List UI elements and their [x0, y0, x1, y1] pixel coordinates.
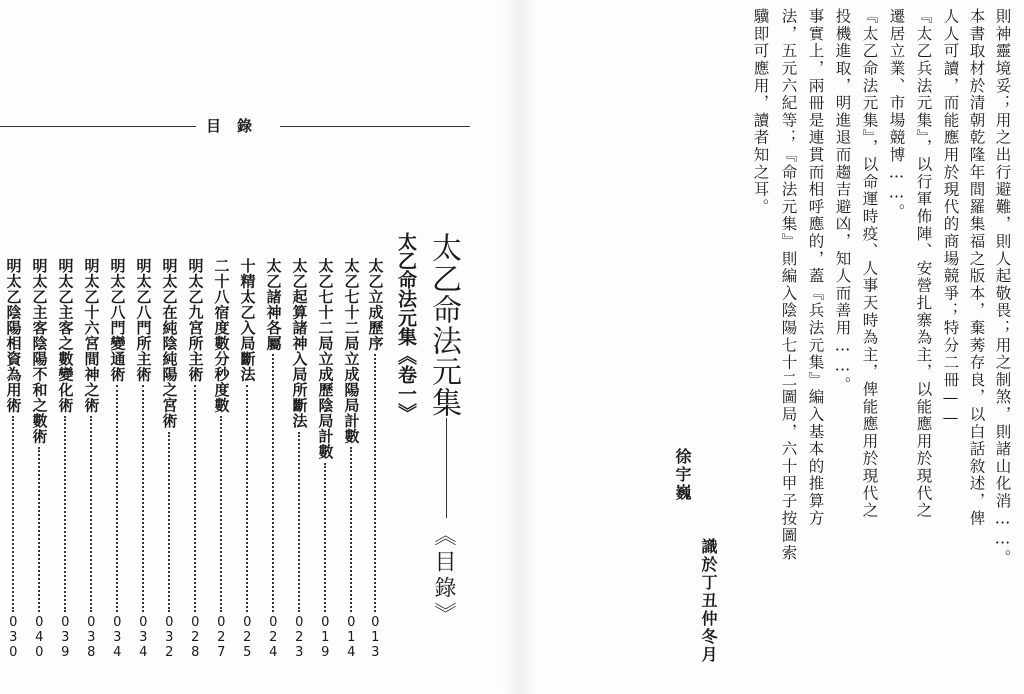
toc-leader-dots: [374, 354, 376, 612]
toc-entry-page: 013: [367, 615, 383, 660]
toc-entry-label: 十精太乙入局斷法: [238, 258, 257, 382]
preface-col-3: 人人可讀，而能應用於現代的商場競爭；特分二冊——: [941, 8, 960, 429]
toc-entry[interactable]: [316, 258, 334, 660]
preface-col-10: 驥即可應用，讀者知之耳。: [751, 8, 770, 216]
toc-leader-dots: [116, 385, 118, 612]
toc-entry-label: 明太乙八門所主術: [134, 258, 153, 382]
toc-leader-dots: [350, 447, 352, 612]
toc-volume-title: 太乙命法元集《卷一》: [395, 232, 417, 422]
toc-leader-dots: [194, 385, 196, 612]
preface-col-5: 遷居立業、市場競博……。: [887, 8, 906, 221]
preface-col-4: 『太乙兵法元集』，以行軍佈陣、安營扎寨為主，以能應用於現代之: [914, 8, 933, 520]
toc-leader-dots: [64, 416, 66, 612]
toc-entry[interactable]: [4, 258, 22, 660]
toc-leader-dots: [324, 463, 326, 613]
toc-leader-dots: [38, 447, 40, 612]
toc-entry-page: 025: [239, 615, 255, 660]
toc-entry[interactable]: [56, 258, 74, 660]
toc-entry-label: 太乙起算諸神入局所斷法: [290, 258, 309, 429]
toc-entry-page: 040: [31, 615, 47, 660]
toc-leader-dots: [90, 416, 92, 612]
title-divider: [446, 418, 447, 518]
toc-entry-page: 032: [161, 615, 177, 660]
toc-entry-label: 明太乙主客之數變化術: [56, 258, 75, 413]
toc-entry-page: 034: [135, 615, 151, 660]
toc-entry[interactable]: [212, 258, 230, 660]
toc-book-title: 太乙命法元集: [426, 232, 461, 418]
toc-entry-label: 明太乙主客陰陽不和之數術: [30, 258, 49, 444]
preface-col-6: 『太乙命法元集』，以命運時疫、人事天時為主，俾能應用於現代之: [860, 8, 879, 520]
toc-entry-page: 024: [265, 615, 281, 660]
toc-entry-page: 039: [57, 615, 73, 660]
toc-entry-page: 027: [213, 615, 229, 660]
toc-leader-dots: [272, 354, 274, 612]
toc-entry[interactable]: [186, 258, 204, 660]
preface-col-1: 則神靈境妥；用之出行避難，則人起敬畏；用之制煞，則諸山化消……。: [993, 8, 1012, 567]
toc-leader-dots: [246, 385, 248, 612]
toc-entry-label: 明太乙八門變通術: [108, 258, 127, 382]
toc-entry-page: 034: [109, 615, 125, 660]
preface-col-9: 法，五元六紀等；『命法元集』則編入陰陽七十二圖局，六十甲子按圖索: [779, 8, 798, 562]
header-rule-left: [0, 126, 196, 127]
preface-signature-date: 識於丁丑仲冬月: [699, 538, 718, 664]
toc-leader-dots: [298, 432, 300, 613]
toc-entry-label: 明太乙十六宮間神之術: [82, 258, 101, 413]
toc-entry[interactable]: [366, 258, 384, 660]
toc-entry-label: 太乙七十二局立成歷陰局計數: [316, 258, 335, 460]
toc-entry[interactable]: [264, 258, 282, 660]
toc-entry-page: 030: [5, 615, 21, 660]
preface-signature-author: 徐宇巍: [673, 448, 692, 502]
toc-leader-dots: [168, 432, 170, 613]
toc-entry-page: 019: [317, 615, 333, 660]
preface-col-8: 事實上，兩冊是連貫而相呼應的，蓋『兵法元集』編入基本的推算方: [806, 8, 825, 527]
toc-entry[interactable]: [82, 258, 100, 660]
toc-leader-dots: [142, 385, 144, 612]
toc-side-label: 《目錄》: [431, 524, 456, 628]
toc-entry[interactable]: [30, 258, 48, 660]
toc-entry-label: 太乙諸神各屬: [264, 258, 283, 351]
toc-entry-label: 太乙立成歷序: [366, 258, 385, 351]
toc-entry-page: 038: [83, 615, 99, 660]
toc-entry-label: 二十八宿度數分秒度數: [212, 258, 231, 413]
toc-entry[interactable]: [238, 258, 256, 660]
toc-entry-label: 明太乙九宮所主術: [186, 258, 205, 382]
header-rule-right: [280, 126, 470, 127]
preface-col-2: 本書取材於清朝乾隆年間羅集福之版本，棄莠存良，以白話敘述，俾: [967, 8, 986, 527]
toc-header: 目錄: [206, 117, 269, 135]
preface-col-7: 投機進取，明進退而趨吉避凶，知人而善用……。: [833, 8, 852, 394]
toc-entry[interactable]: [290, 258, 308, 660]
toc-entry-page: 028: [187, 615, 203, 660]
toc-entry[interactable]: [160, 258, 178, 660]
toc-entry[interactable]: [134, 258, 152, 660]
toc-entry-label: 明太乙陰陽相資為用術: [4, 258, 23, 413]
toc-entry-page: 014: [343, 615, 359, 660]
toc-leader-dots: [220, 416, 222, 612]
toc-entry-label: 明太乙在純陰純陽之宮術: [160, 258, 179, 429]
toc-entry-page: 023: [291, 615, 307, 660]
toc-leader-dots: [12, 416, 14, 612]
toc-entry[interactable]: [342, 258, 360, 660]
page-gutter: [502, 0, 538, 694]
toc-entry-label: 太乙七十二局立成陽局計數: [342, 258, 361, 444]
toc-entry[interactable]: [108, 258, 126, 660]
